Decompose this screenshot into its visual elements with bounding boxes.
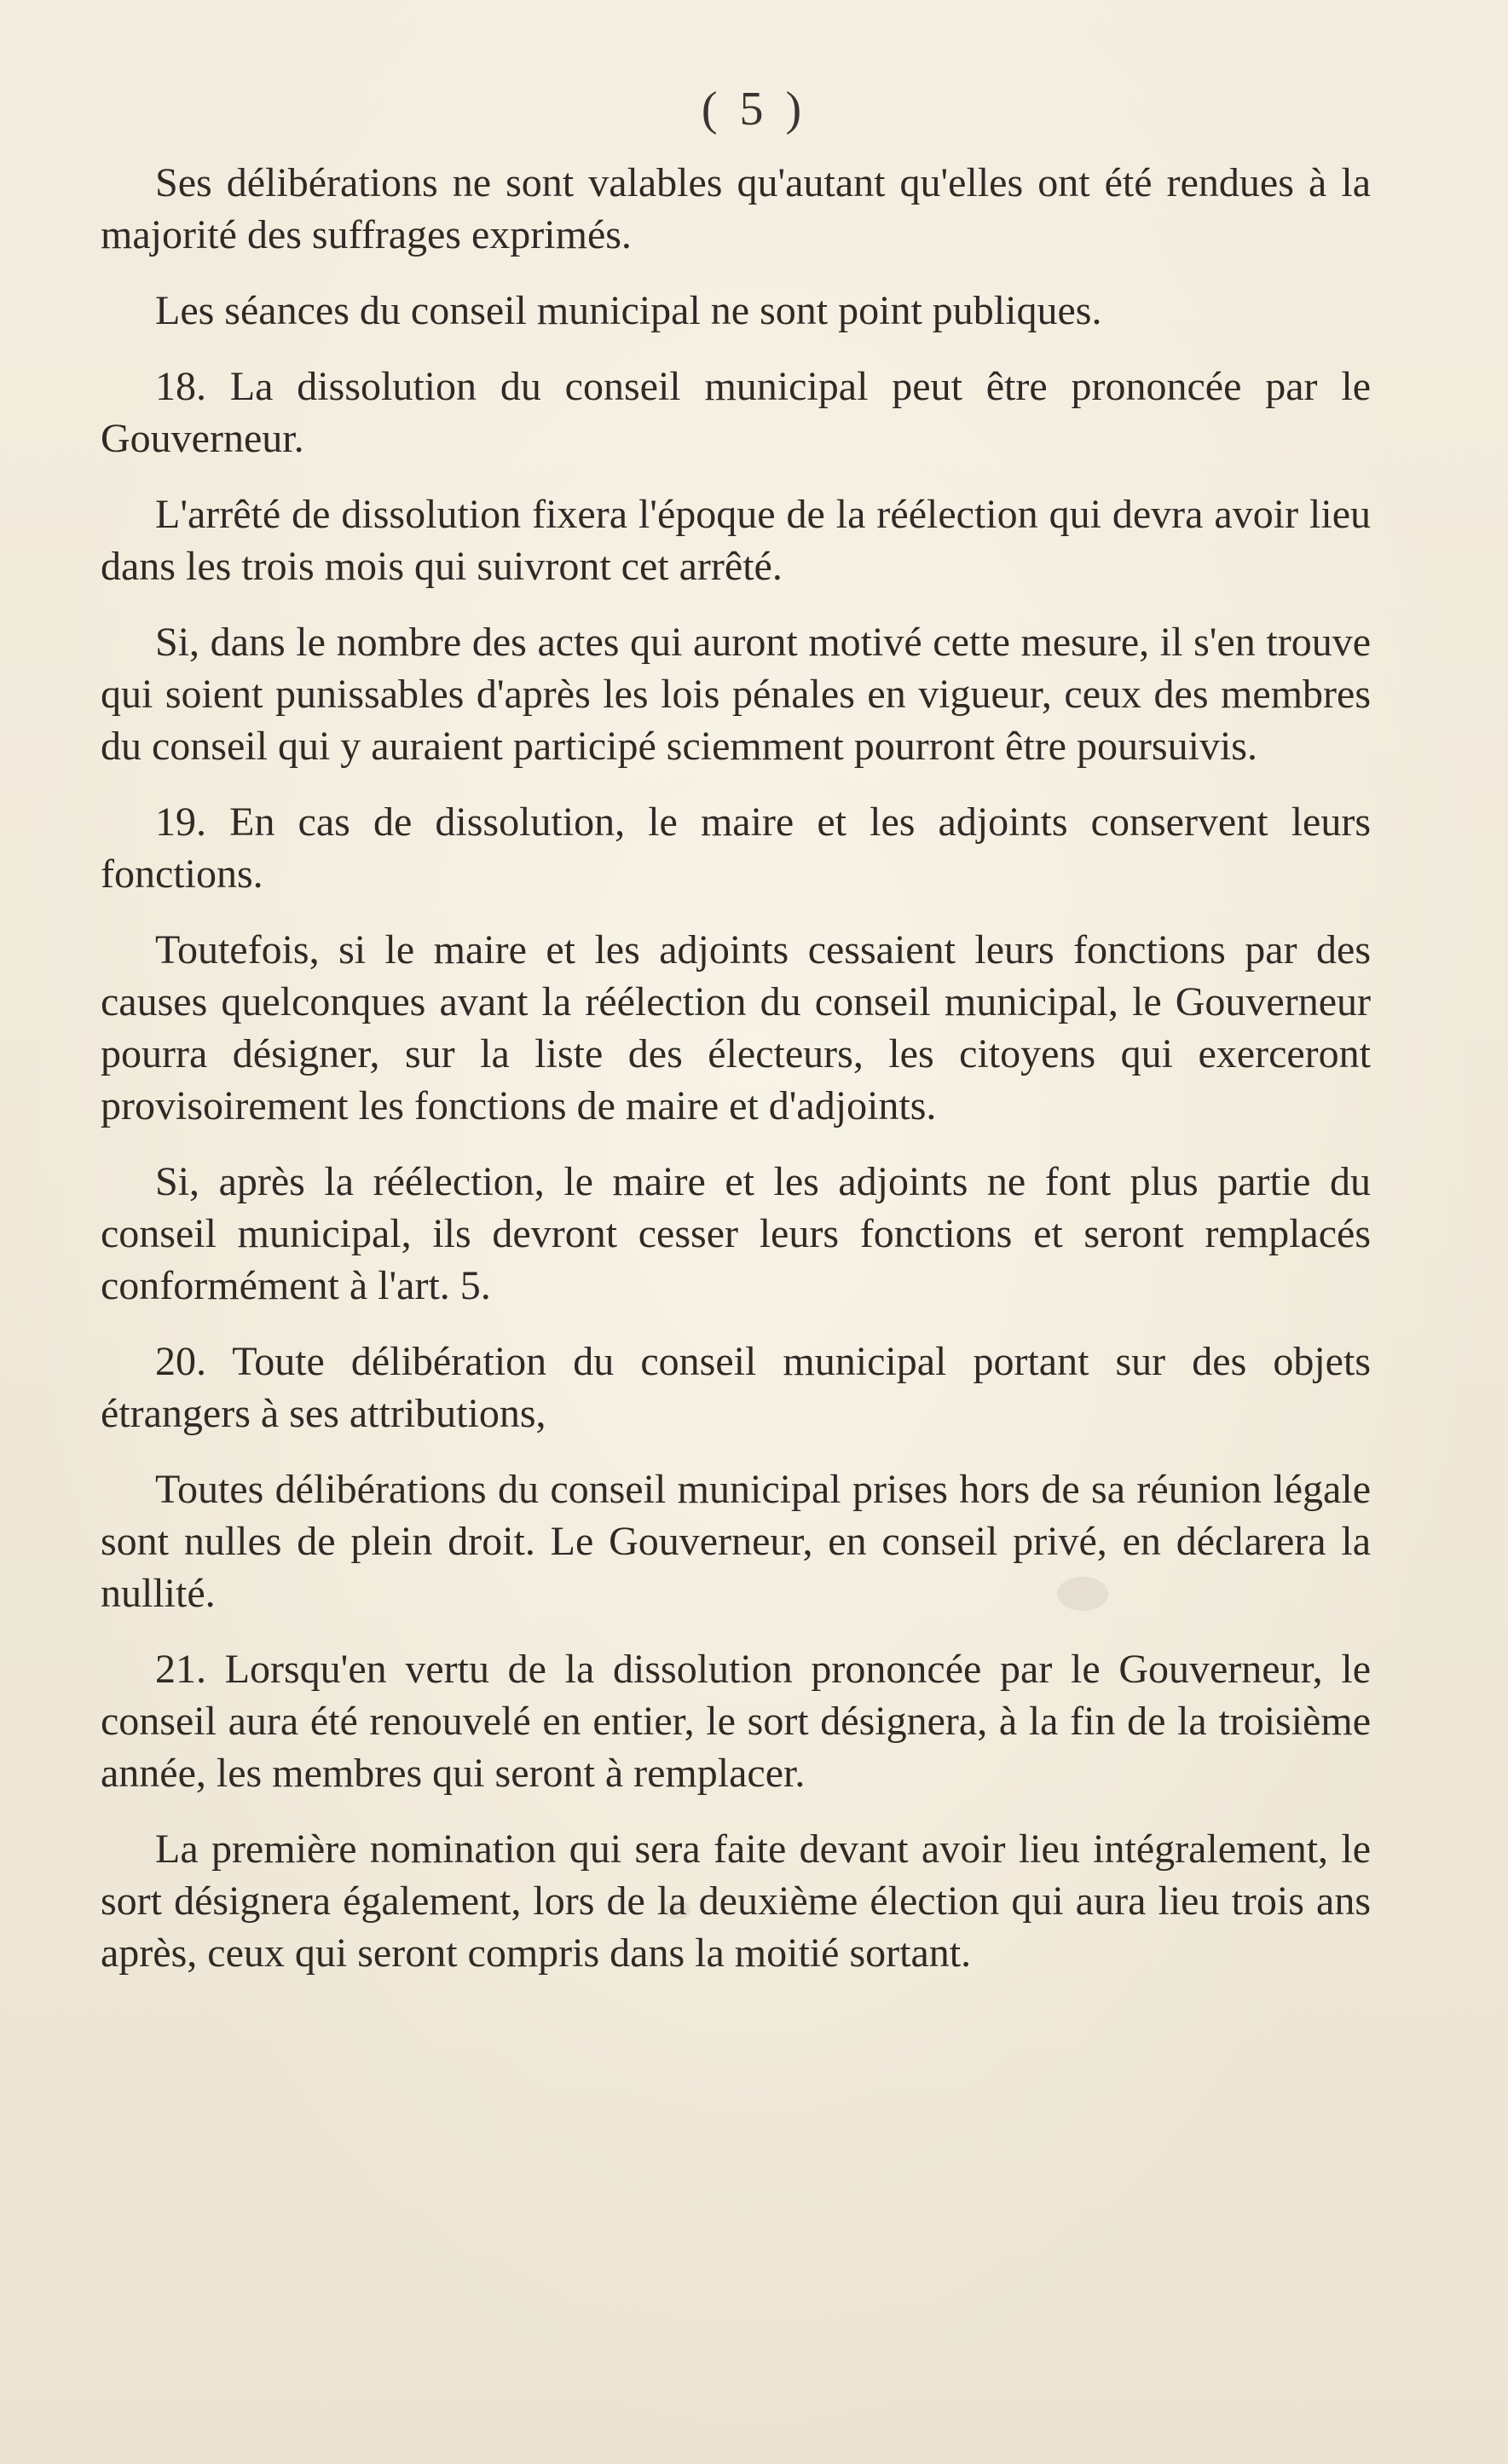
paragraph-first-nomination: La première nomination qui sera faite devant avoir lieu intégralement, le sort désignera également, lors de la deuxième élection qui aura lieu trois ans après, ceux qui seront compris dans la moitié sortant.	[101, 1826, 1371, 1976]
paragraph-provisional-functions: Toutefois, si le maire et les adjoints cessaient leurs fonctions par des causes quelconques avant la réélection du conseil municipal, le Gouverneur pourra désigner, sur la liste des électeurs, les citoyens qui exerceront provisoirement les fonctions de maire et d'adjoints.	[101, 927, 1371, 1128]
paragraph-prosecution: Si, dans le nombre des actes qui auront motivé cette mesure, il s'en trouve qui soient punissables d'après les lois pénales en vigueur, ceux des membres du conseil qui y auraient participé sciemment pourront être poursuivis.	[101, 620, 1371, 769]
document-body	[101, 157, 1371, 2003]
paragraph-sessions-not-public: Les séances du conseil municipal ne sont point publiques.	[155, 288, 1102, 333]
article-19: 19. En cas de dissolution, le maire et les adjoints conservent leurs fonctions.	[101, 799, 1371, 897]
paragraph-dissolution-order: L'arrêté de dissolution fixera l'époque de la réélection qui devra avoir lieu dans les trois mois qui suivront cet arrêté.	[101, 492, 1371, 589]
paragraph-null-deliberations: Toutes délibérations du conseil municipal prises hors de sa réunion légale sont nulles de plein droit. Le Gouverneur, en conseil privé, en déclarera la nullité.	[101, 1467, 1371, 1616]
paragraph-deliberations-validity: Ses délibérations ne sont valables qu'autant qu'elles ont été rendues à la majorité des suffrages exprimés.	[101, 160, 1371, 257]
page-number: ( 5 )	[701, 83, 807, 136]
article-18: 18. La dissolution du conseil municipal peut être prononcée par le Gouverneur.	[101, 364, 1371, 461]
paragraph-after-reelection: Si, après la réélection, le maire et les adjoints ne font plus partie du conseil municipal, ils devront cesser leurs fonctions et seront remplacés conformément à l'art. 5.	[101, 1159, 1371, 1308]
article-21: 21. Lorsqu'en vertu de la dissolution prononcée par le Gouverneur, le conseil aura été renouvelé en entier, le sort désignera, à la fin de la troisième année, les membres qui seront à remplacer.	[101, 1647, 1371, 1796]
article-20: 20. Toute délibération du conseil municipal portant sur des objets étrangers à ses attributions,	[101, 1339, 1371, 1436]
